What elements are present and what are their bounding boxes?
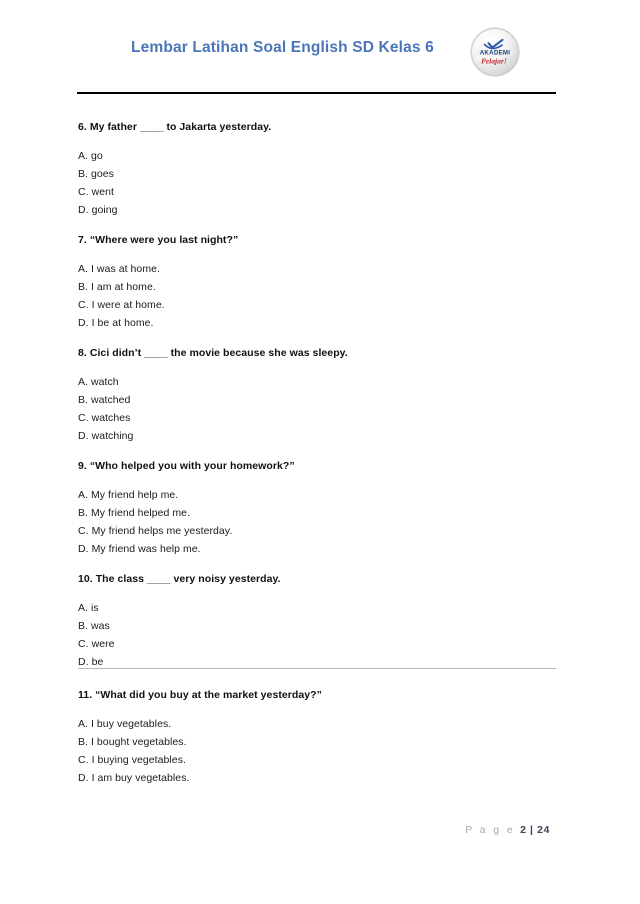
option-a: A. is bbox=[78, 602, 99, 614]
question-text: 9. “Who helped you with your homework?” bbox=[78, 460, 295, 472]
option-b: B. I bought vegetables. bbox=[78, 736, 187, 748]
option-c: C. watches bbox=[78, 412, 131, 424]
option-d: D. be bbox=[78, 656, 104, 668]
section-divider bbox=[78, 668, 556, 669]
option-d: D. I am buy vegetables. bbox=[78, 772, 190, 784]
option-c: C. were bbox=[78, 638, 115, 650]
question-text: 10. The class ____ very noisy yesterday. bbox=[78, 573, 281, 585]
option-d: D. watching bbox=[78, 430, 134, 442]
header-title: Lembar Latihan Soal English SD Kelas 6 bbox=[131, 39, 434, 56]
svg-text:Pelajar!: Pelajar! bbox=[481, 56, 507, 66]
question-block-6 bbox=[78, 120, 556, 219]
akademi-pelajar-logo bbox=[471, 28, 519, 76]
option-b: B. goes bbox=[78, 168, 114, 180]
option-d: D. My friend was help me. bbox=[78, 543, 201, 555]
question-text: 11. “What did you buy at the market yesterday?” bbox=[78, 689, 322, 701]
option-b: B. My friend helped me. bbox=[78, 507, 191, 519]
svg-text:AKADEMI: AKADEMI bbox=[479, 49, 511, 57]
option-b: B. was bbox=[78, 620, 110, 632]
option-a: A. go bbox=[78, 150, 103, 162]
option-c: C. My friend helps me yesterday. bbox=[78, 525, 233, 537]
questions-container-continued bbox=[78, 688, 556, 787]
question-block-10 bbox=[78, 572, 556, 671]
option-b: B. watched bbox=[78, 394, 131, 406]
footer-page-label: P a g e bbox=[465, 824, 516, 836]
option-c: C. went bbox=[78, 186, 114, 198]
option-b: B. I am at home. bbox=[78, 281, 156, 293]
option-d: D. I be at home. bbox=[78, 317, 154, 329]
option-a: A. watch bbox=[78, 376, 119, 388]
question-block-8 bbox=[78, 346, 556, 445]
questions-container bbox=[78, 120, 556, 671]
question-text: 8. Cici didn’t ____ the movie because she was sleepy. bbox=[78, 347, 348, 359]
option-d: D. going bbox=[78, 204, 118, 216]
question-block-11 bbox=[78, 688, 556, 787]
option-a: A. I was at home. bbox=[78, 263, 160, 275]
question-block-9 bbox=[78, 459, 556, 558]
option-a: A. I buy vegetables. bbox=[78, 718, 172, 730]
option-c: C. I were at home. bbox=[78, 299, 165, 311]
option-a: A. My friend help me. bbox=[78, 489, 179, 501]
footer-page-number: 2 | 24 bbox=[520, 824, 550, 836]
option-c: C. I buying vegetables. bbox=[78, 754, 186, 766]
page-header bbox=[77, 28, 557, 88]
header-divider bbox=[77, 92, 556, 94]
question-text: 7. “Where were you last night?” bbox=[78, 234, 239, 246]
question-text: 6. My father ____ to Jakarta yesterday. bbox=[78, 121, 272, 133]
question-block-7 bbox=[78, 233, 556, 332]
page-footer bbox=[465, 824, 550, 836]
